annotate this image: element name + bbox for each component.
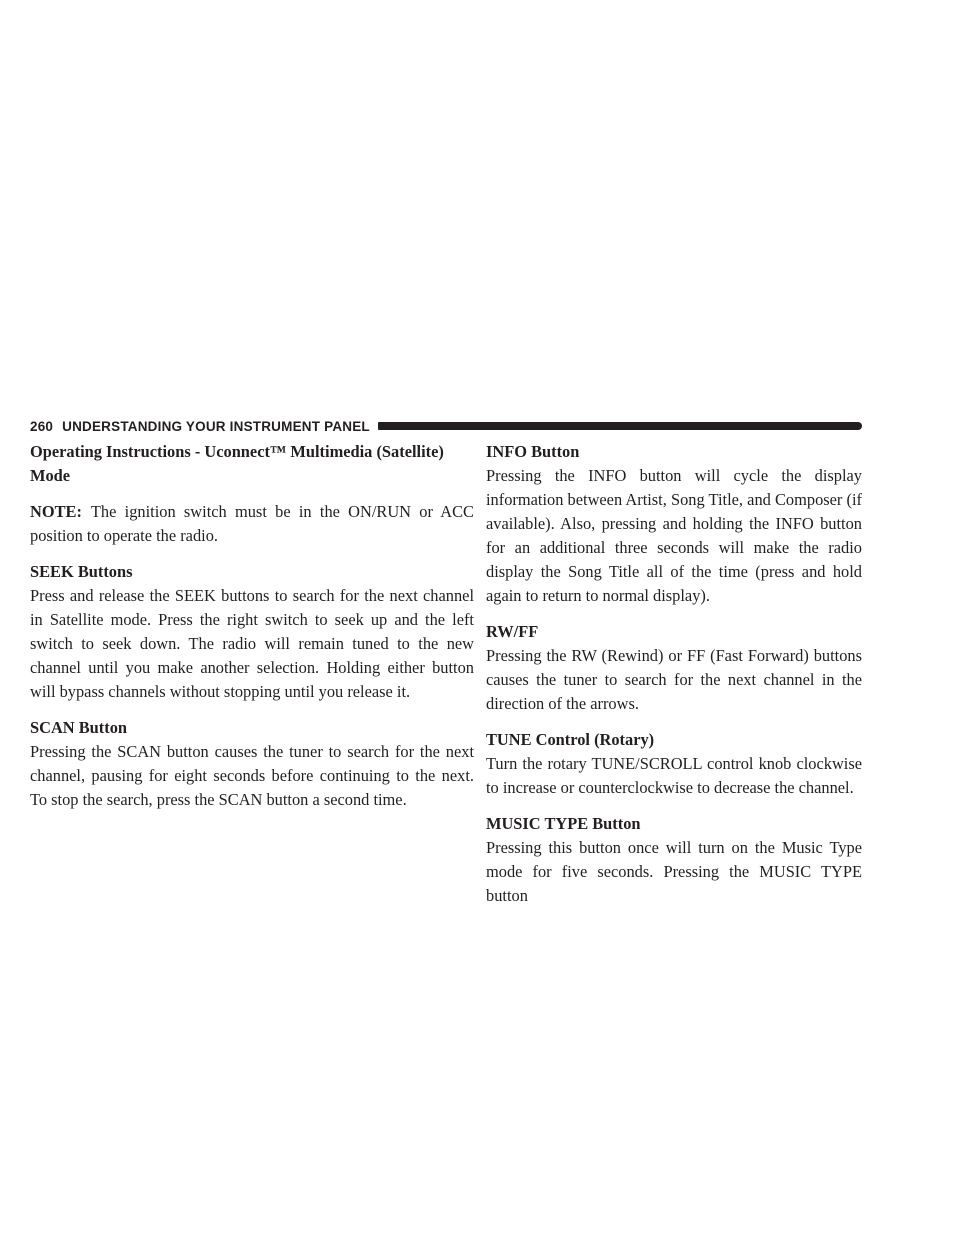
- note-paragraph: [30, 500, 474, 548]
- section-heading-music-type: MUSIC TYPE Button: [486, 814, 641, 833]
- section-heading-seek: SEEK Buttons: [30, 562, 133, 581]
- right-column: [486, 440, 862, 920]
- section-title: UNDERSTANDING YOUR INSTRUMENT PANEL: [62, 418, 370, 434]
- left-column: [30, 440, 474, 824]
- section-body-scan: Pressing the SCAN button causes the tuner to search for the next channel, pausing for eight seconds before continuing to the next. To stop the search, press the SCAN button a second time.: [30, 742, 474, 809]
- section-heading-tune: TUNE Control (Rotary): [486, 730, 655, 749]
- page-number: 260: [30, 418, 54, 434]
- section-heading-scan: SCAN Button: [30, 718, 127, 737]
- page-header: [30, 419, 862, 433]
- note-text: The ignition switch must be in the ON/RUN or ACC position to operate the radio.: [30, 502, 474, 545]
- section-body-music-type: Pressing this button once will turn on the Music Type mode for five seconds. Pressing the MUSIC TYPE button: [486, 838, 862, 905]
- note-label: NOTE:: [30, 502, 82, 521]
- section-body-rwff: Pressing the RW (Rewind) or FF (Fast Forward) buttons causes the tuner to search for the next channel in the direction of the arrows.: [486, 646, 862, 713]
- section-body-tune: Turn the rotary TUNE/SCROLL control knob clockwise to increase or counterclockwise to decrease the channel.: [486, 754, 862, 797]
- section-heading-rwff: RW/FF: [486, 622, 539, 641]
- section-body-info: Pressing the INFO button will cycle the display information between Artist, Song Title, and Composer (if available). Also, pressing and holding the INFO button for an additional three seconds will make the radio display the Song Title all of the time (press and hold again to return to normal display).: [486, 466, 862, 605]
- header-rule: [378, 422, 862, 430]
- main-title: Operating Instructions - Uconnect™ Multimedia (Satellite) Mode: [30, 442, 444, 485]
- section-heading-info: INFO Button: [486, 442, 580, 461]
- section-body-seek: Press and release the SEEK buttons to search for the next channel in Satellite mode. Press the right switch to seek up and the left switch to seek down. The radio will remain tuned to the new channel until you make another selection. Holding either button will bypass channels without stopping until you release it.: [30, 586, 474, 701]
